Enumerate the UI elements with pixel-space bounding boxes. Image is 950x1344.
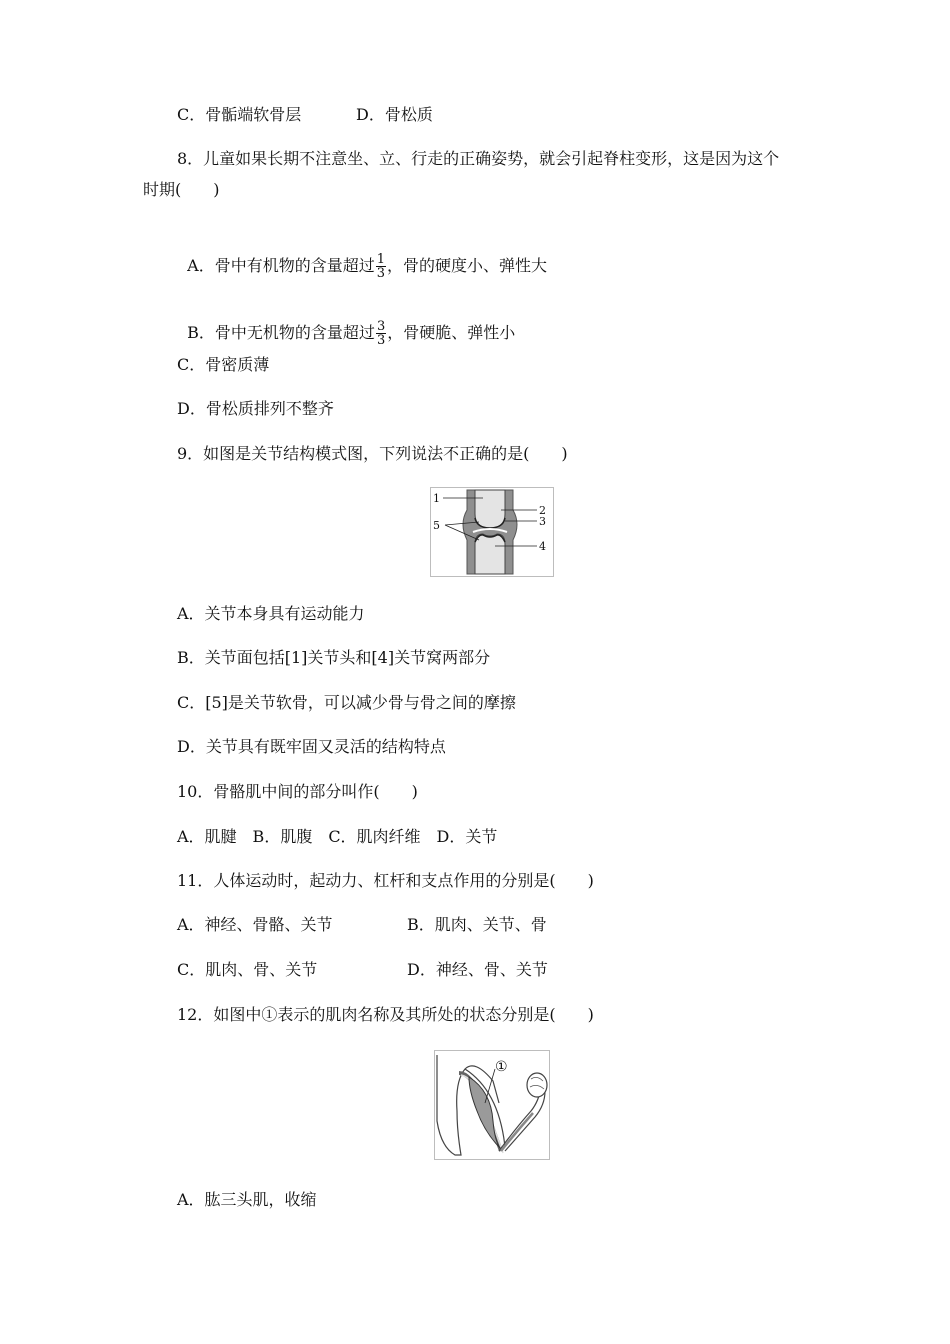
question-8-option-c: C．骨密质薄: [177, 355, 270, 374]
question-8-option-d: D．骨松质排列不整齐: [177, 399, 334, 418]
arm-muscle-figure: [434, 1050, 550, 1160]
question-12-option-a: A．肱三头肌，收缩: [177, 1190, 317, 1209]
label-5: 5: [433, 519, 440, 532]
fraction: $\frac{1}{3}$: [376, 252, 386, 281]
question-9-option-d: D．关节具有既牢固又灵活的结构特点: [177, 737, 446, 756]
question-11-option-b: B．肌肉、关节、骨: [407, 915, 547, 934]
question-12: 12．如图中①表示的肌肉名称及其所处的状态分别是( ): [177, 1005, 594, 1024]
label-1: 1: [433, 492, 440, 505]
question-9-option-b: B．关节面包括[1]关节头和[4]关节窝两部分: [177, 648, 491, 667]
joint-structure-figure: [430, 487, 554, 577]
question-9-option-c: C．[5]是关节软骨，可以减少骨与骨之间的摩擦: [177, 693, 516, 712]
arm-diagram: [435, 1051, 549, 1159]
question-10: 10．骨骼肌中间的部分叫作( ): [177, 782, 418, 801]
question-8-cont: 时期( ): [143, 180, 220, 199]
option-c-line: C．骨骺端软骨层: [177, 105, 302, 124]
fraction: $\frac{3}{3}$: [376, 319, 386, 348]
question-8-option-b: B．骨中无机物的含量超过 $\frac{3}{3}$ ，骨硬脆、弹性小: [187, 319, 516, 348]
question-9: 9．如图是关节结构模式图，下列说法不正确的是( ): [177, 444, 568, 463]
label-3: 3: [539, 515, 546, 528]
question-11-option-c: C．肌肉、骨、关节: [177, 960, 318, 979]
question-11: 11．人体运动时，起动力、杠杆和支点作用的分别是( ): [177, 871, 594, 890]
label-2: 2: [539, 504, 546, 517]
question-11-option-d: D．神经、骨、关节: [407, 960, 548, 979]
joint-diagram: [431, 488, 553, 576]
label-4: 4: [539, 540, 546, 553]
question-8-option-a: A．骨中有机物的含量超过 $\frac{1}{3}$ ，骨的硬度小、弹性大: [187, 252, 548, 281]
question-8: 8．儿童如果长期不注意坐、立、行走的正确姿势，就会引起脊柱变形，这是因为这个: [177, 149, 780, 168]
question-9-option-a: A．关节本身具有运动能力: [177, 604, 365, 623]
label-circle-1: ①: [495, 1059, 508, 1075]
question-11-option-a: A．神经、骨骼、关节: [177, 915, 333, 934]
question-10-options: A．肌腱 B．肌腹 C．肌肉纤维 D．关节: [177, 827, 498, 846]
option-d-line: D．骨松质: [356, 105, 433, 124]
